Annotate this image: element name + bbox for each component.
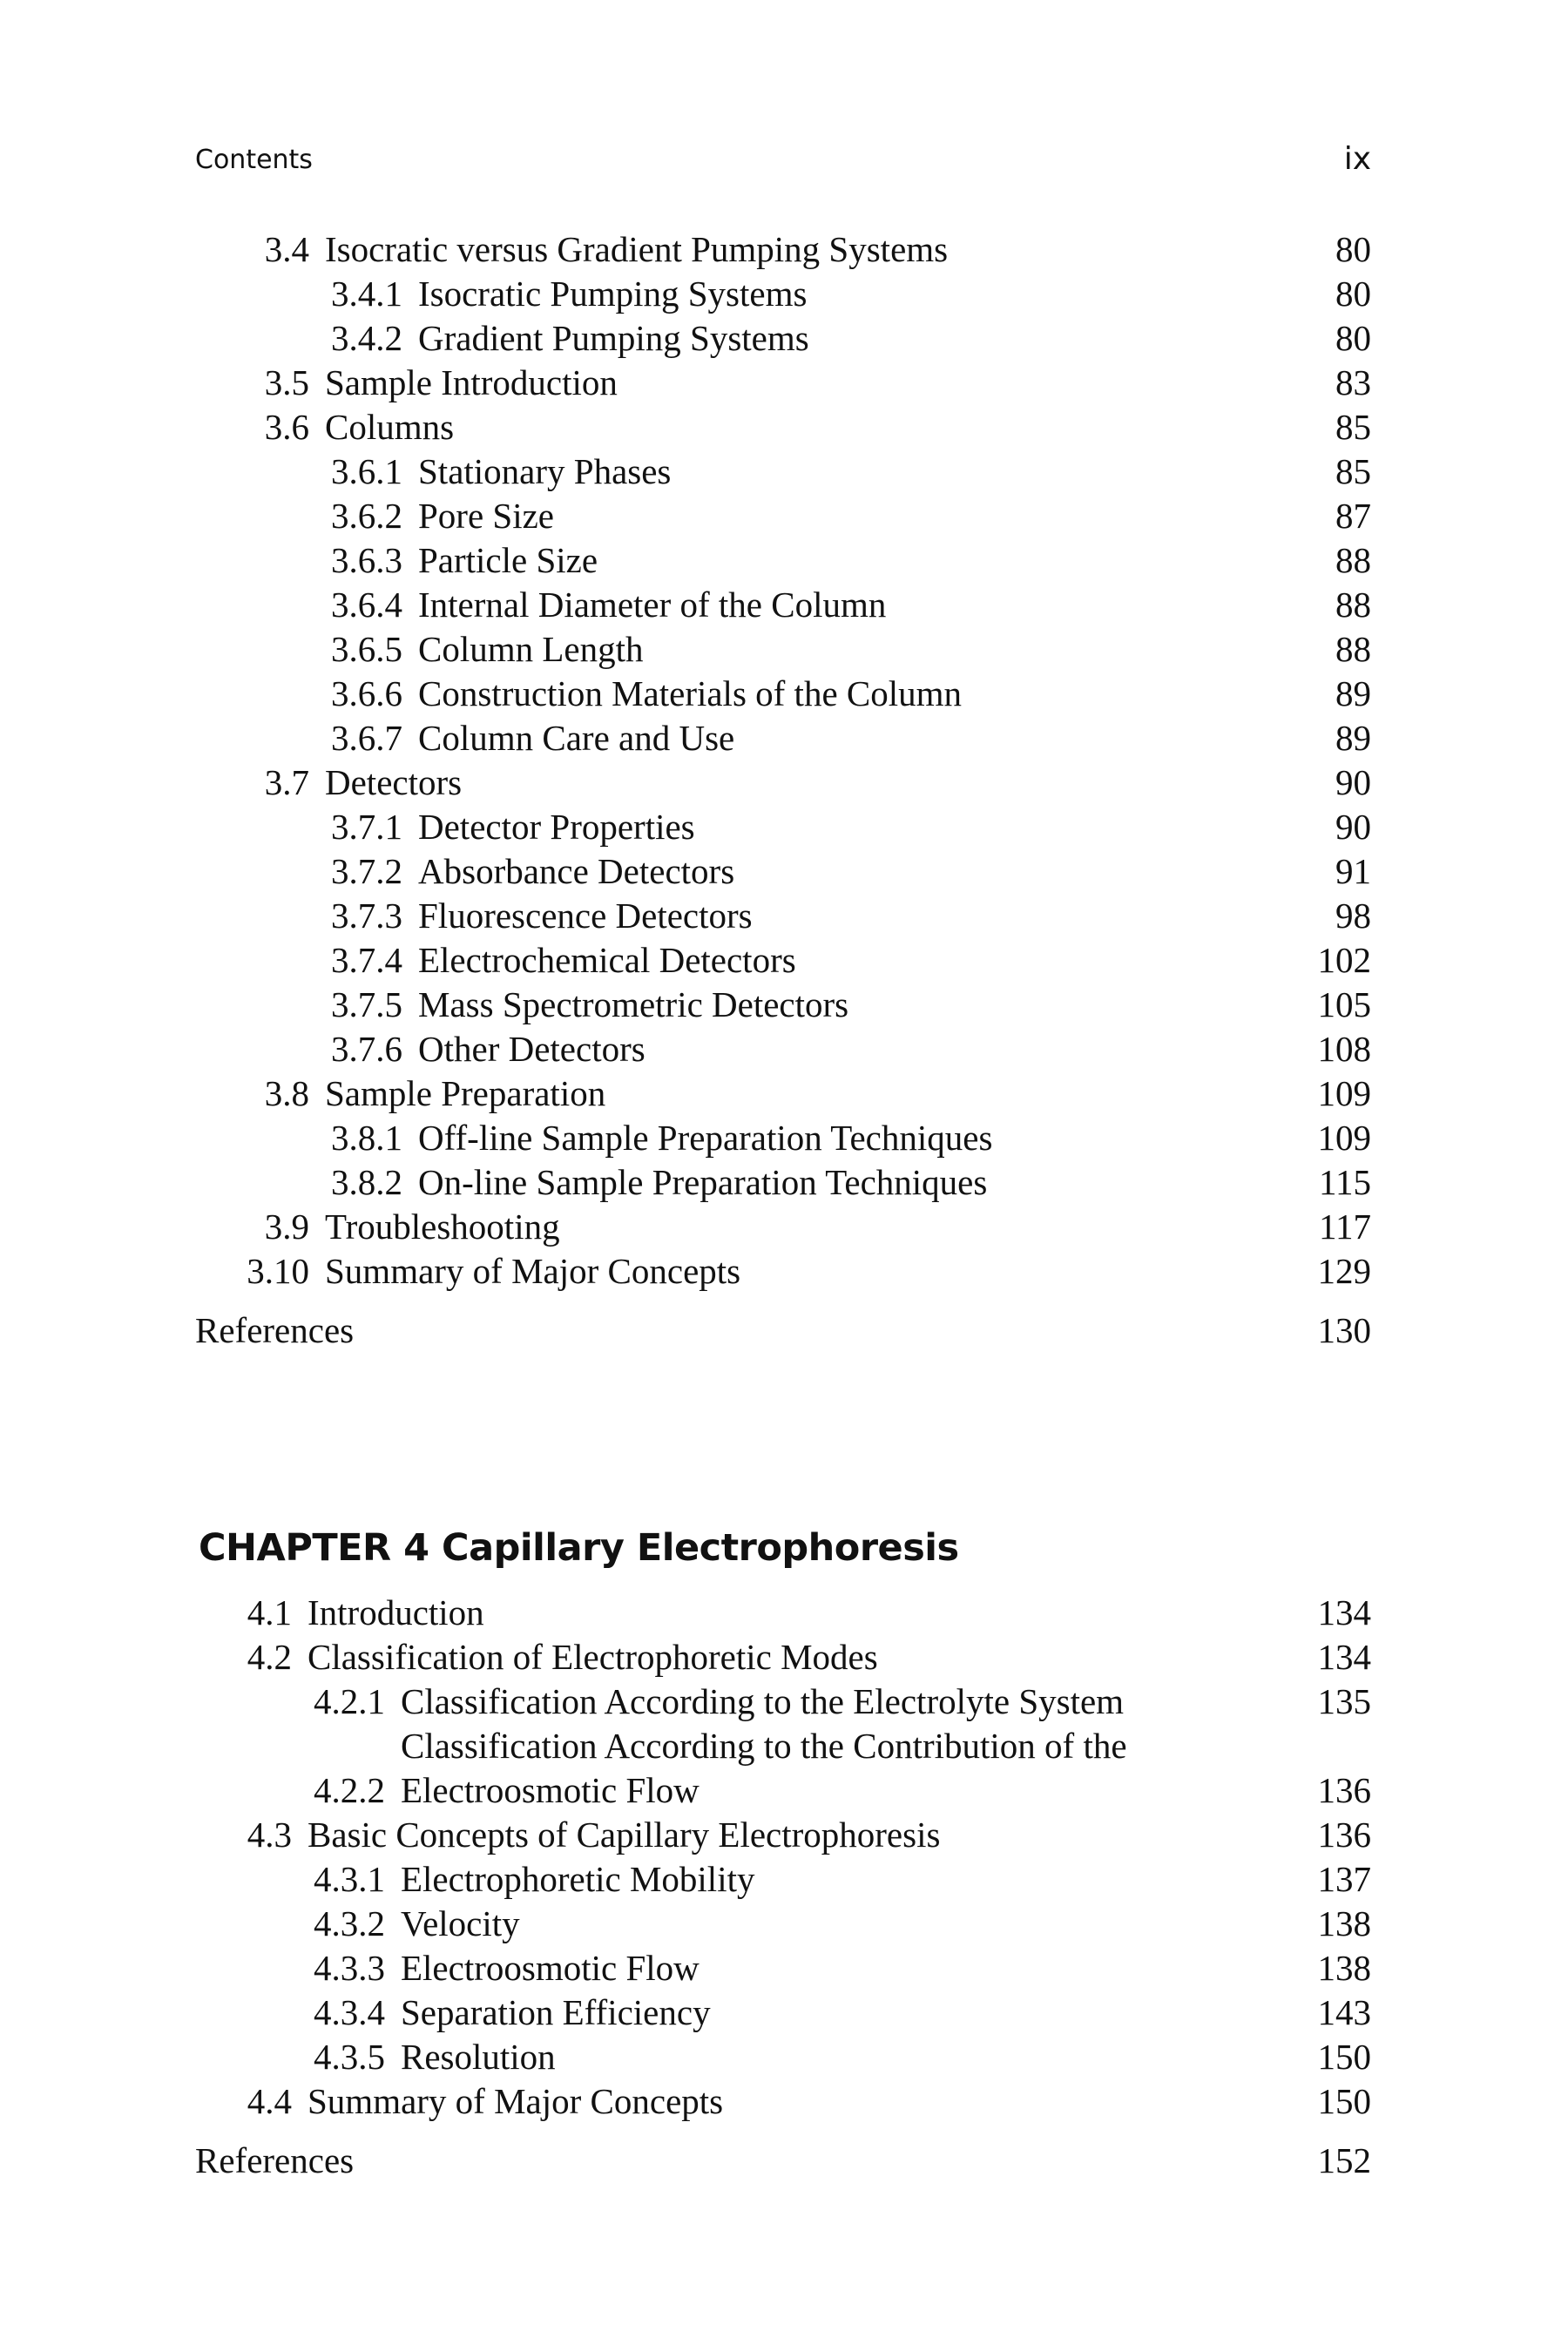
toc-entry-page: 83: [1335, 362, 1371, 402]
toc-entry: [195, 805, 1371, 849]
toc-entry-title: Detectors: [325, 762, 463, 802]
toc-entry: [195, 1857, 1371, 1902]
toc-entry-page: 117: [1319, 1206, 1371, 1247]
toc-entry-title: Fluorescence Detectors: [418, 896, 753, 936]
toc-entry-title: Sample Preparation: [325, 1073, 606, 1113]
toc-entry-number: 3.4.2: [331, 318, 402, 358]
toc-chapter-4: [195, 1591, 1371, 2183]
toc-chapter-4-entries: [195, 1591, 1371, 2124]
toc-entry: [195, 894, 1371, 938]
toc-entry-number: 3.8: [264, 1073, 309, 1113]
toc-entry-page: 138: [1317, 1903, 1371, 1943]
toc-entry-page: 102: [1317, 940, 1371, 980]
chapter-heading: [199, 1526, 959, 1570]
toc-entry: [195, 1680, 1371, 1724]
toc-entry: [195, 1160, 1371, 1205]
toc-entry-title: Electrophoretic Mobility: [401, 1859, 755, 1899]
toc-entry: [195, 227, 1371, 272]
toc-entry-page: 109: [1317, 1118, 1371, 1158]
chapter-label: CHAPTER 4: [199, 1526, 429, 1570]
toc-entry: [195, 2079, 1371, 2124]
toc-entry: [195, 627, 1371, 672]
toc-entry-title: Gradient Pumping Systems: [418, 318, 809, 358]
toc-entry: [195, 272, 1371, 316]
toc-entry-number: 3.6: [264, 407, 309, 447]
toc-entry-page: 134: [1317, 1592, 1371, 1632]
toc-entry-title: Velocity: [401, 1903, 520, 1943]
toc-entry: [195, 1116, 1371, 1160]
toc-entry-title: Other Detectors: [418, 1029, 645, 1069]
toc-chapter-3-entries: [195, 227, 1371, 1294]
toc-entry-number: 4.3.3: [314, 1948, 385, 1988]
toc-entry-title: Classification According to the Contribution of the Electroosmotic Flow: [401, 1726, 1127, 1810]
toc-entry: [195, 1205, 1371, 1249]
toc-entry-page: 108: [1317, 1029, 1371, 1069]
toc-entry-number: 4.2.2: [314, 1770, 385, 1810]
toc-entry-title: Electrochemical Detectors: [418, 940, 796, 980]
toc-entry: [195, 361, 1371, 405]
toc-entry-number: 3.7.5: [331, 984, 402, 1024]
toc-entry-page: 115: [1319, 1162, 1371, 1202]
running-head-title: Contents: [195, 145, 313, 175]
toc-entry-title: Summary of Major Concepts: [325, 1251, 741, 1291]
toc-entry-number: 4.3.1: [314, 1859, 385, 1899]
toc-entry-number: 3.6.4: [331, 585, 402, 625]
running-head: [195, 141, 1371, 179]
toc-entry-number: 3.6.2: [331, 496, 402, 536]
toc-entry: [195, 1813, 1371, 1857]
toc-entry-title: Summary of Major Concepts: [308, 2081, 724, 2121]
toc-entry: [195, 2035, 1371, 2079]
toc-entry-page: 109: [1317, 1073, 1371, 1113]
toc-entry-title: Resolution: [401, 2037, 556, 2077]
toc-entry-number: 3.4.1: [331, 274, 402, 314]
toc-entry-number: 4.3.4: [314, 1992, 385, 2032]
toc-entry-number: 3.6.5: [331, 629, 402, 669]
toc-entry: [195, 1724, 1371, 1813]
toc-entry-page: 88: [1335, 585, 1371, 625]
toc-entry-number: 3.5: [264, 362, 309, 402]
toc-entry-number: 3.7.6: [331, 1029, 402, 1069]
toc-entry-page: 80: [1335, 274, 1371, 314]
toc-entry-page: 134: [1317, 1637, 1371, 1677]
toc-entry: [195, 1591, 1371, 1635]
toc-entry: [195, 1249, 1371, 1294]
toc-entry-title: Stationary Phases: [418, 451, 672, 491]
toc-entry-number: 3.6.3: [331, 540, 402, 580]
toc-entry-page: 143: [1317, 1992, 1371, 2032]
toc-entry-number: 4.4: [247, 2081, 292, 2121]
toc-entry-page: 89: [1335, 718, 1371, 758]
toc-entry: [195, 405, 1371, 449]
toc-entry-title: Detector Properties: [418, 807, 695, 847]
toc-entry: [195, 449, 1371, 494]
toc-entry-title: Classification of Electrophoretic Modes: [308, 1637, 878, 1677]
toc-references-chapter-3: [195, 1308, 1371, 1353]
toc-entry-number: 3.8.1: [331, 1118, 402, 1158]
toc-entry-title: Isocratic versus Gradient Pumping Systems: [325, 229, 949, 269]
toc-entry-page: 105: [1317, 984, 1371, 1024]
toc-entry-number: 4.3.2: [314, 1903, 385, 1943]
toc-entry-page: 88: [1335, 629, 1371, 669]
toc-entry-page: 88: [1335, 540, 1371, 580]
toc-entry: [195, 1990, 1371, 2035]
toc-entry-page: 138: [1317, 1948, 1371, 1988]
toc-entry: [195, 849, 1371, 894]
toc-entry-number: 3.8.2: [331, 1162, 402, 1202]
toc-entry-page: 129: [1317, 1251, 1371, 1291]
toc-entry-page: 135: [1317, 1681, 1371, 1721]
toc-entry-page: 87: [1335, 496, 1371, 536]
toc-entry-page: 137: [1317, 1859, 1371, 1899]
toc-entry-number: 4.1: [247, 1592, 292, 1632]
toc-entry-title: Columns: [325, 407, 455, 447]
toc-entry-number: 4.2.1: [314, 1681, 385, 1721]
toc-entry: [195, 1902, 1371, 1946]
toc-entry-page: 85: [1335, 451, 1371, 491]
toc-entry: [195, 672, 1371, 716]
toc-entry-title: Column Length: [418, 629, 644, 669]
toc-entry-page: 152: [1317, 2140, 1371, 2180]
toc-entry-number: 3.7.2: [331, 851, 402, 891]
toc-entry: [195, 1635, 1371, 1680]
toc-entry: [195, 760, 1371, 805]
toc-entry-page: 91: [1335, 851, 1371, 891]
toc-entry-page: 80: [1335, 318, 1371, 358]
toc-entry-title: Sample Introduction: [325, 362, 618, 402]
toc-entry-number: 3.6.7: [331, 718, 402, 758]
toc-references-chapter-4: [195, 2139, 1371, 2183]
toc-entry-page: 150: [1317, 2037, 1371, 2077]
toc-entry: [195, 716, 1371, 760]
toc-entry-title: Isocratic Pumping Systems: [418, 274, 808, 314]
toc-entry-title: Off-line Sample Preparation Techniques: [418, 1118, 993, 1158]
toc-entry: [195, 1946, 1371, 1990]
toc-entry-title: Electroosmotic Flow: [401, 1948, 700, 1988]
toc-entry: [195, 938, 1371, 983]
toc-entry: [195, 583, 1371, 627]
toc-entry-number: 4.2: [247, 1637, 292, 1677]
toc-entry-title: On-line Sample Preparation Techniques: [418, 1162, 988, 1202]
toc-entry-page: 85: [1335, 407, 1371, 447]
toc-entry-page: 130: [1317, 1310, 1371, 1350]
toc-entry-title: Troubleshooting: [325, 1206, 560, 1247]
toc-entry-number: 3.10: [247, 1251, 309, 1291]
toc-entry-number: 3.4: [264, 229, 309, 269]
toc-entry: [195, 983, 1371, 1027]
toc-entry-number: 3.6.6: [331, 673, 402, 713]
toc-entry-page: 90: [1335, 762, 1371, 802]
toc-entry-title: Separation Efficiency: [401, 1992, 711, 2032]
toc-entry-number: 4.3.5: [314, 2037, 385, 2077]
toc-entry-number: 3.7.1: [331, 807, 402, 847]
toc-entry-title: Column Care and Use: [418, 718, 735, 758]
toc-chapter-3: [195, 227, 1371, 1353]
toc-entry-page: 136: [1317, 1770, 1371, 1810]
toc-entry: [195, 538, 1371, 583]
toc-entry-title: Introduction: [308, 1592, 484, 1632]
toc-entry-number: 3.7: [264, 762, 309, 802]
toc-entry: [195, 1027, 1371, 1071]
toc-entry-page: 89: [1335, 673, 1371, 713]
toc-entry: [195, 494, 1371, 538]
toc-entry: [195, 1071, 1371, 1116]
toc-entry-title: Particle Size: [418, 540, 598, 580]
toc-entry-title: Mass Spectrometric Detectors: [418, 984, 849, 1024]
toc-entry-title: References: [195, 1310, 355, 1350]
toc-entry-page: 98: [1335, 896, 1371, 936]
toc-entry-title: Classification According to the Electrolyte System: [401, 1681, 1125, 1721]
toc-entry-page: 90: [1335, 807, 1371, 847]
toc-entry-page: 150: [1317, 2081, 1371, 2121]
toc-entry-title: Pore Size: [418, 496, 554, 536]
toc-entry-title: Internal Diameter of the Column: [418, 585, 887, 625]
toc-entry-title: Absorbance Detectors: [418, 851, 735, 891]
toc-entry-page: 80: [1335, 229, 1371, 269]
toc-entry: [195, 316, 1371, 361]
toc-entry-title: References: [195, 2140, 355, 2180]
toc-entry-number: 4.3: [247, 1815, 292, 1855]
toc-entry-page: 136: [1317, 1815, 1371, 1855]
chapter-title: Capillary Electrophoresis: [442, 1526, 959, 1570]
toc-entry-title: Basic Concepts of Capillary Electrophoresis: [308, 1815, 941, 1855]
toc-entry-number: 3.7.4: [331, 940, 402, 980]
toc-entry-number: 3.6.1: [331, 451, 402, 491]
toc-entry-number: 3.9: [264, 1206, 309, 1247]
toc-entry-title: Construction Materials of the Column: [418, 673, 963, 713]
page-number: ix: [1343, 141, 1371, 177]
toc-entry-number: 3.7.3: [331, 896, 402, 936]
